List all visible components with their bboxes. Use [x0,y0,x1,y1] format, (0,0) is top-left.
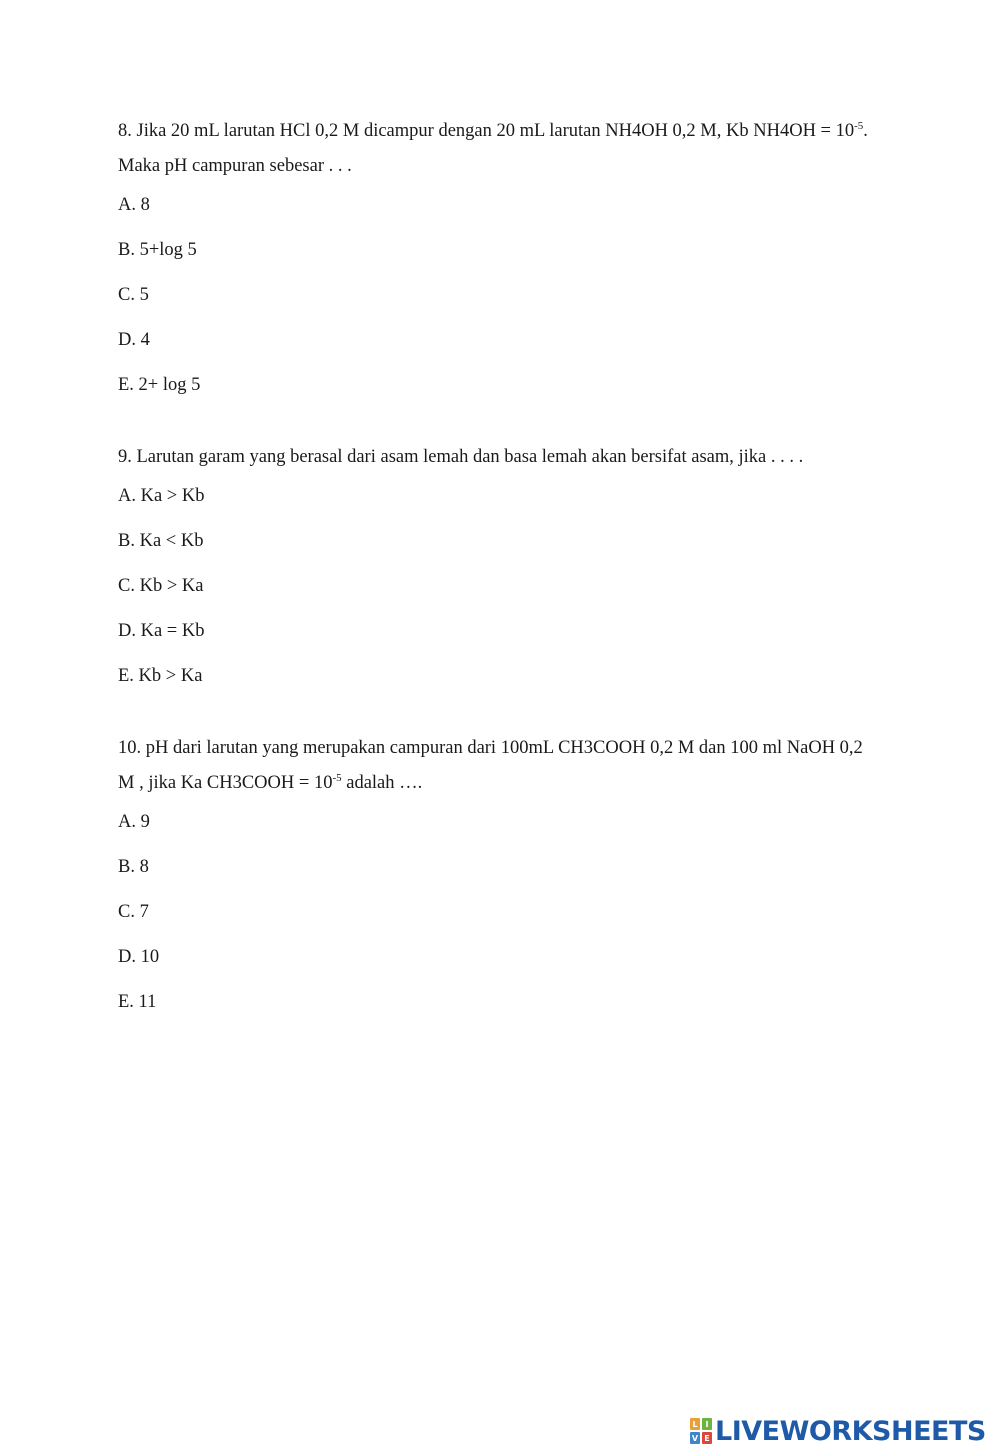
question-9-line1: 9. Larutan garam yang berasal dari asam lemah dan basa lemah akan bersifat asam, jika . . . . [118,447,804,467]
question-8-period: . [863,121,868,141]
question-10-option-a[interactable]: A. 9 [118,812,150,832]
question-10-option-b[interactable]: B. 8 [118,857,149,877]
question-8-line2: Maka pH campuran sebesar . . . [118,156,352,176]
question-9-option-e[interactable]: E. Kb > Ka [118,666,203,686]
question-9-option-d[interactable]: D. Ka = Kb [118,621,205,641]
liveworksheets-logo [690,1416,986,1446]
question-8-option-c[interactable]: C. 5 [118,285,149,305]
question-9 [118,440,948,687]
question-8-superscript: -5 [854,120,864,132]
logo-mark-l: L [690,1418,700,1430]
question-8-text [118,114,948,184]
question-9-text [118,440,948,475]
question-10 [118,731,948,1013]
question-10-option-e[interactable]: E. 11 [118,992,157,1012]
question-10-line1: 10. pH dari larutan yang merupakan campuran dari 100mL CH3COOH 0,2 M dan 100 ml NaOH 0,2 [118,738,863,758]
question-8-option-a[interactable]: A. 8 [118,195,150,215]
question-10-option-d[interactable]: D. 10 [118,947,160,967]
question-8-option-e[interactable]: E. 2+ log 5 [118,375,201,395]
question-8-line1: 8. Jika 20 mL larutan HCl 0,2 M dicampur dengan 20 mL larutan NH4OH 0,2 M, Kb NH4OH = 10 [118,121,855,141]
question-8-option-b[interactable]: B. 5+log 5 [118,240,197,260]
question-10-line2-end: adalah …. [341,773,423,793]
logo-mark-i: I [702,1418,712,1430]
worksheet-page [118,114,948,1036]
question-10-option-c[interactable]: C. 7 [118,902,149,922]
question-9-option-c[interactable]: C. Kb > Ka [118,576,204,596]
question-9-option-b[interactable]: B. Ka < Kb [118,531,204,551]
liveworksheets-logo-icon [690,1418,712,1444]
question-10-text [118,731,948,801]
logo-mark-v: V [691,1433,699,1443]
question-8-option-d[interactable]: D. 4 [118,330,150,350]
question-10-line2-start: M , jika Ka CH3COOH = 10 [118,773,333,793]
logo-mark-e: E [702,1432,712,1444]
liveworksheets-logo-text: LIVEWORKSHEETS [715,1415,986,1447]
question-8 [118,114,948,396]
question-9-option-a[interactable]: A. Ka > Kb [118,486,205,506]
question-10-superscript: -5 [332,772,342,784]
